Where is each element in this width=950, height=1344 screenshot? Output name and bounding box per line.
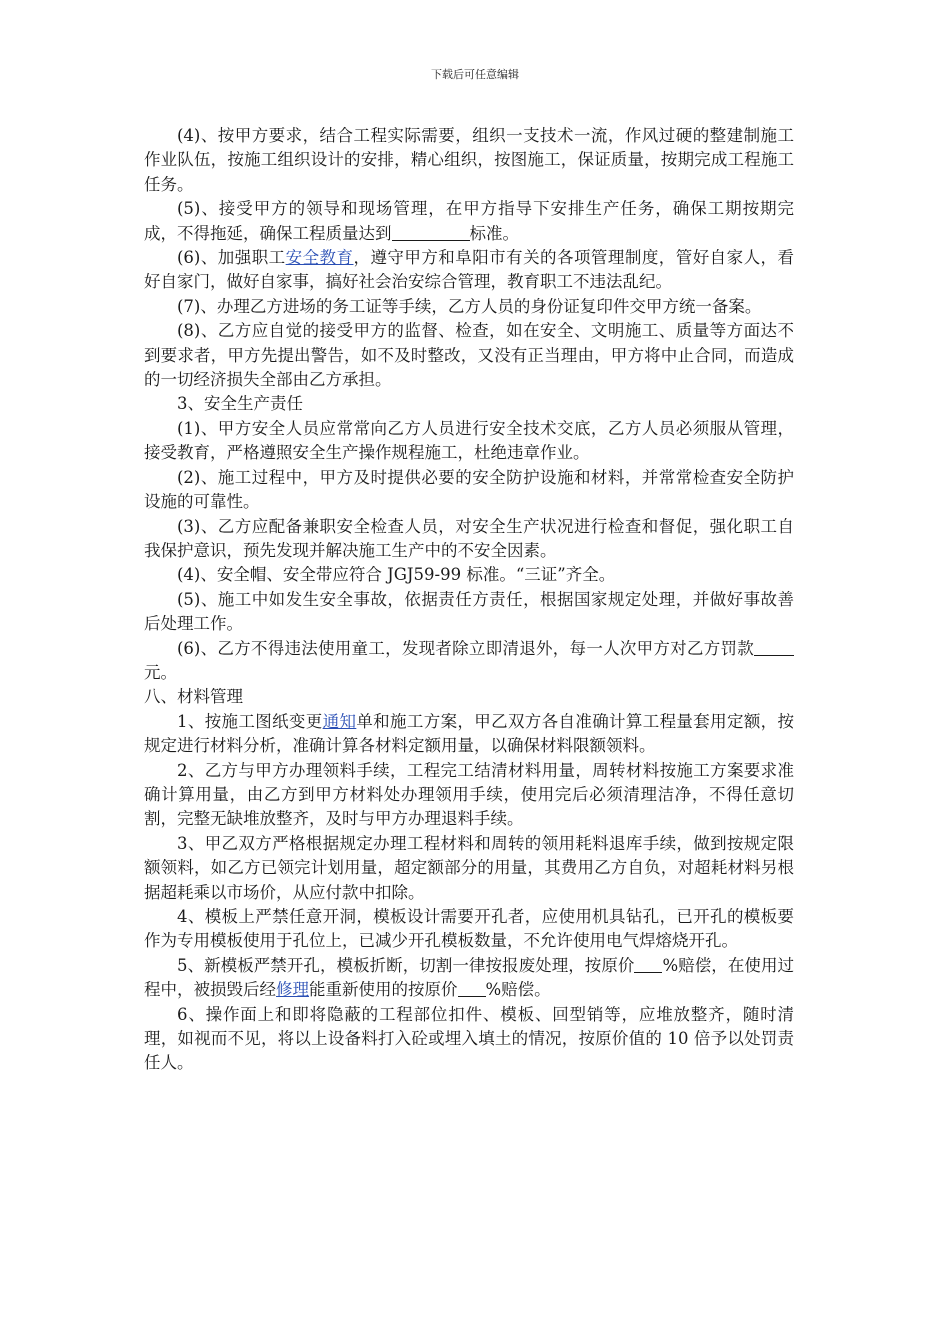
paragraph-s3-5 <box>144 588 794 637</box>
paragraph-text: 6、操作面上和即将隐蔽的工程部位扣件、模板、回型销等，应堆放整齐，随时清理，如视而不见，将以上设备料打入砼或埋入填土的情况，按原价值的 10 倍予以处罚责任人。 <box>144 1004 794 1073</box>
fill-in-blank <box>754 638 794 656</box>
fill-in-blank <box>392 223 470 241</box>
page-header: 下载后可任意编辑 <box>431 68 519 81</box>
paragraph-s8 <box>144 685 794 709</box>
paragraph-text: 1、按施工图纸变更 <box>177 711 323 731</box>
paragraph-s3 <box>144 392 794 416</box>
paragraph-text: 标准。 <box>469 223 519 243</box>
paragraph-text: (7)、办理乙方进场的务工证等手续，乙方人员的身份证复印件交甲方统一备案。 <box>177 296 762 316</box>
paragraph-text: (3)、乙方应配备兼职安全检查人员，对安全生产状况进行检查和督促，强化职工自我保护意识，预先发现并解决施工生产中的不安全因素。 <box>144 516 794 560</box>
document-body <box>144 124 794 1076</box>
paragraph-text: 能重新使用的按原价 <box>309 980 458 1000</box>
paragraph-text: 八、材料管理 <box>144 687 243 707</box>
paragraph-text: %赔偿，在使用过程中，被损毁后经 <box>144 955 794 1000</box>
hyperlink[interactable]: 通知 <box>322 711 357 731</box>
paragraph-text: 4、模板上严禁任意开洞，模板设计需要开孔者，应使用机具钻孔，已开孔的模板要作为专用模板使用于孔位上，已减少开孔模板数量，不允许使用电气焊熔烧开孔。 <box>144 907 794 951</box>
paragraph-text: (1)、甲方安全人员应常常向乙方人员进行安全技术交底，乙方人员必须服从管理，接受教育，严格遵照安全生产操作规程施工，杜绝违章作业。 <box>144 418 794 463</box>
paragraph-text: (2)、施工过程中，甲方及时提供必要的安全防护设施和材料，并常常检查安全防护设施的可靠性。 <box>144 467 794 512</box>
paragraph-p5 <box>144 197 794 246</box>
paragraph-text: (5)、接受甲方的领导和现场管理，在甲方指导下安排生产任务，确保工期按期完成，不得拖延，确保工程质量达到 <box>144 199 794 243</box>
paragraph-s3-4 <box>144 563 794 587</box>
paragraph-s3-3 <box>144 515 794 564</box>
paragraph-text: 3、安全生产责任 <box>177 394 303 414</box>
paragraph-text: 5、新模板严禁开孔，模板折断，切割一律按报废处理，按原价 <box>177 955 635 975</box>
paragraph-text: 单和施工方案，甲乙双方各自准确计算工程量套用定额，按规定进行材料分析，准确计算各材料定额用量，以确保材料限额领料。 <box>144 711 795 756</box>
fill-in-blank <box>634 955 662 973</box>
paragraph-s3-2 <box>144 466 794 515</box>
paragraph-text: (6)、加强职工 <box>177 248 286 268</box>
paragraph-text: %赔偿。 <box>485 980 551 1000</box>
paragraph-p8 <box>144 319 794 392</box>
paragraph-m5 <box>144 954 794 1003</box>
hyperlink[interactable]: 修理 <box>276 980 309 1000</box>
paragraph-text: (6)、乙方不得违法使用童工，发现者除立即清退外，每一人次甲方对乙方罚款 <box>177 638 754 658</box>
paragraph-m2 <box>144 759 794 832</box>
paragraph-p4 <box>144 124 794 197</box>
hyperlink[interactable]: 安全教育 <box>285 248 354 268</box>
paragraph-s3-6 <box>144 637 794 686</box>
paragraph-text: 3、甲乙双方严格根据规定办理工程材料和周转的领用耗料退库手续，做到按规定限额领料，如乙方已领完计划用量，超定额部分的用量，其费用乙方自负，对超耗材料另根据超耗乘以市场价，从应付款中扣除。 <box>144 833 794 902</box>
paragraph-m1 <box>144 710 794 759</box>
paragraph-text: ，遵守甲方和阜阳市有关的各项管理制度，管好自家人，看好自家门，做好自家事，搞好社会治安综合管理，教育职工不违法乱纪。 <box>144 248 795 292</box>
paragraph-m3 <box>144 832 794 905</box>
paragraph-s3-1 <box>144 417 794 466</box>
paragraph-text: (8)、乙方应自觉的接受甲方的监督、检查，如在安全、文明施工、质量等方面达不到要求者，甲方先提出警告，如不及时整改，又没有正当理由，甲方将中止合同，而造成的一切经济损失全部由乙方承担。 <box>144 321 794 390</box>
paragraph-text: (4)、安全帽、安全带应符合 JGJ59-99 标准。“三证”齐全。 <box>177 565 616 585</box>
paragraph-p6 <box>144 246 794 295</box>
paragraph-p7 <box>144 295 794 319</box>
paragraph-m6 <box>144 1003 794 1076</box>
paragraph-text: (5)、施工中如发生安全事故，依据责任方责任，根据国家规定处理，并做好事故善后处理工作。 <box>144 589 794 634</box>
paragraph-text: (4)、按甲方要求，结合工程实际需要，组织一支技术一流，作风过硬的整建制施工作业队伍，按施工组织设计的安排，精心组织，按图施工，保证质量，按期完成工程施工任务。 <box>144 126 794 194</box>
paragraph-text: 元。 <box>144 662 177 682</box>
paragraph-text: 2、乙方与甲方办理领料手续，工程完工结清材料用量，周转材料按施工方案要求准确计算用量，由乙方到甲方材料处办理领用手续，使用完后必须清理洁净，不得任意切割，完整无缺堆放整齐，及时与甲方办理退料手续。 <box>144 760 794 829</box>
paragraph-m4 <box>144 905 794 954</box>
fill-in-blank <box>458 980 486 998</box>
